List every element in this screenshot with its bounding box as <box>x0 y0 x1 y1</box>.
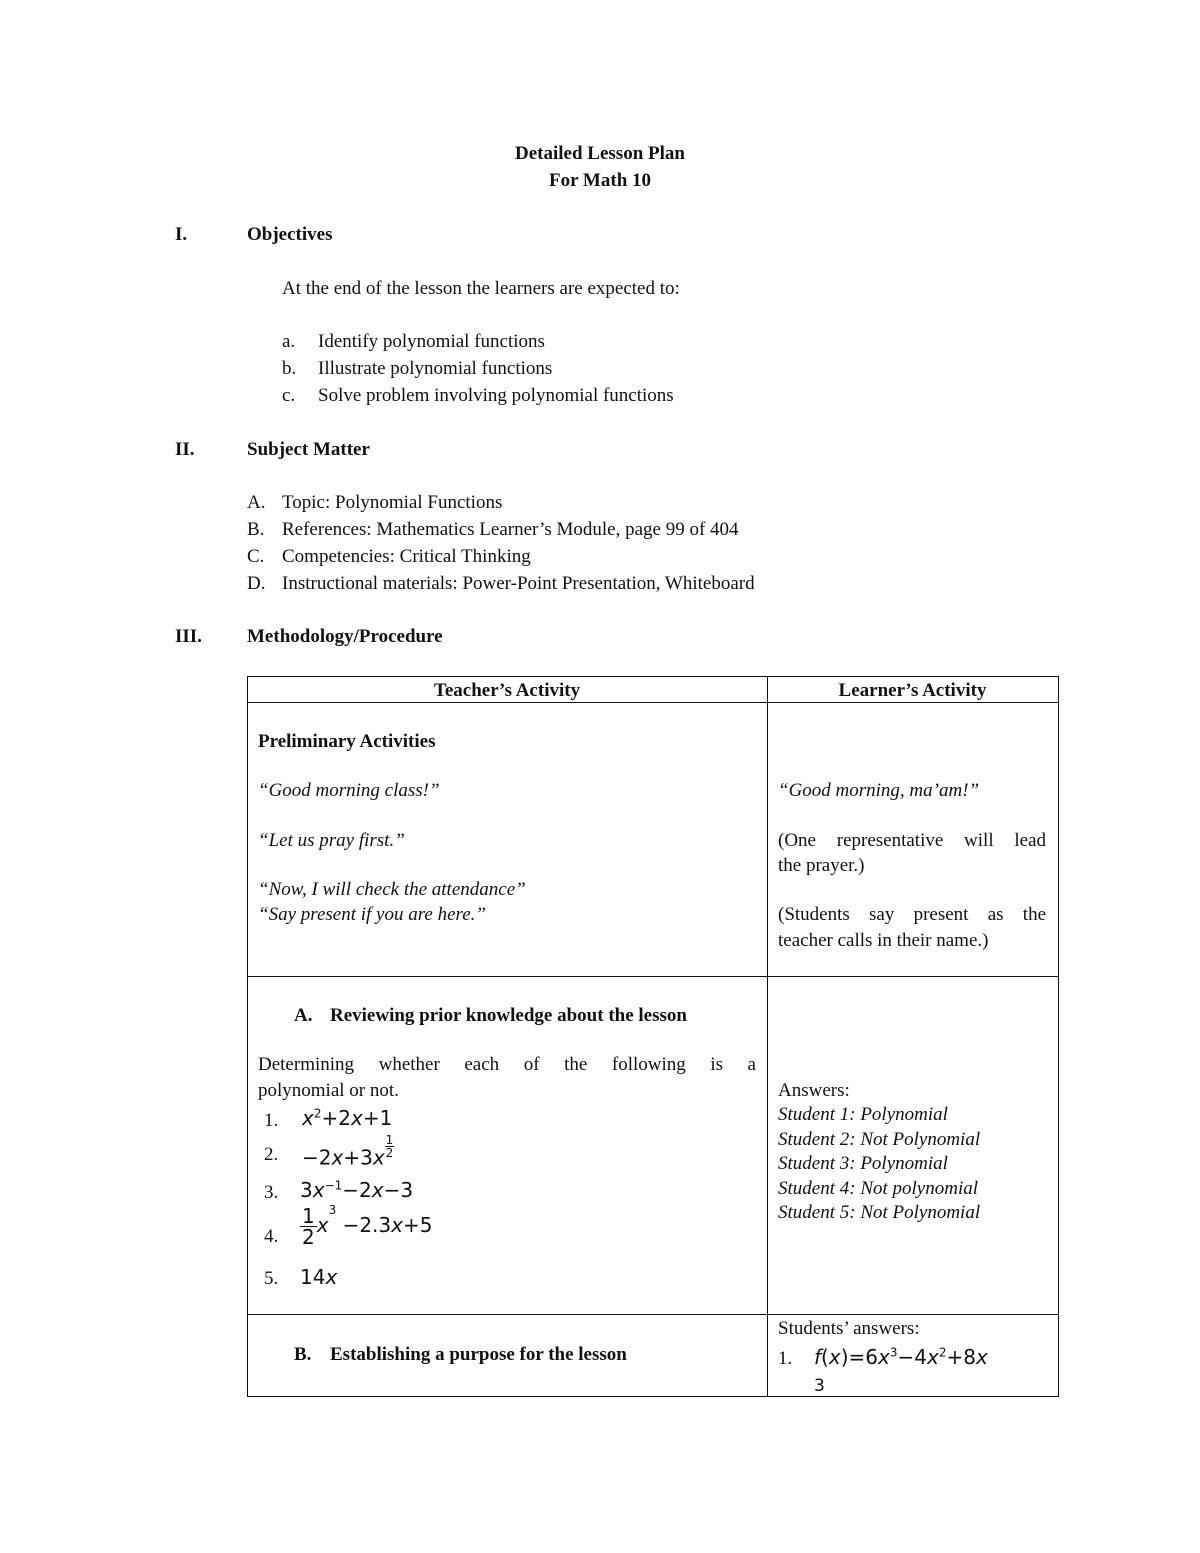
review-heading: Reviewing prior knowledge about the lesson <box>330 1005 687 1026</box>
teacher-line: “Now, I will check the attendance” <box>258 879 526 900</box>
teacher-line: “Say present if you are here.” <box>258 904 486 925</box>
expr-exp-denominator: 2 <box>385 1146 394 1160</box>
section-numeral-objectives: I. <box>175 224 188 245</box>
expr-term: x <box>312 1178 325 1202</box>
expr-term: x <box>975 1345 988 1369</box>
expr-term: 14 <box>300 1265 326 1289</box>
expression-2 <box>302 1134 394 1170</box>
table-border-left <box>247 676 248 1397</box>
expr-term: +2 <box>321 1106 351 1130</box>
expr-term: +8 <box>946 1345 976 1369</box>
review-item-marker: 3. <box>264 1182 279 1203</box>
expr-term: −2 <box>302 1145 332 1170</box>
table-header-teacher: Teacher’s Activity <box>433 680 581 701</box>
subject-item: Topic: Polynomial Functions <box>282 492 503 513</box>
review-item-marker: 2. <box>264 1144 279 1165</box>
section-heading-methodology: Methodology/Procedure <box>247 626 443 647</box>
purpose-overflow-digit: 3 <box>814 1376 825 1396</box>
student-answer: Student 2: Not Polynomial <box>778 1129 981 1150</box>
expr-numerator: 1 <box>302 1204 315 1228</box>
expr-exp-numerator: 1 <box>385 1133 394 1147</box>
learner-attendance-line: (Students say present as the <box>778 904 1046 925</box>
section-heading-subject-matter: Subject Matter <box>247 439 370 460</box>
teacher-line: “Good morning class!” <box>258 780 440 801</box>
objective-marker: a. <box>282 331 296 352</box>
answers-label: Answers: <box>778 1080 850 1101</box>
expr-term: f <box>814 1345 822 1369</box>
expr-term: x <box>828 1345 841 1369</box>
review-item-marker: 5. <box>264 1268 279 1289</box>
objective-item: Illustrate polynomial functions <box>318 358 553 379</box>
subject-item: Competencies: Critical Thinking <box>282 546 531 567</box>
expr-exponent: −1 <box>324 1178 343 1193</box>
expr-term: ) <box>840 1345 849 1369</box>
expr-exponent: 3 <box>889 1345 898 1360</box>
expr-fraction <box>300 1206 317 1247</box>
expr-term: =6 <box>848 1345 878 1369</box>
learner-greeting: “Good morning, ma’am!” <box>778 780 980 801</box>
expr-exponent: 2 <box>938 1345 947 1360</box>
subject-item: References: Mathematics Learner’s Module, page 99 of 404 <box>282 519 739 540</box>
expr-term: −2.3 <box>342 1213 392 1237</box>
teacher-line: “Let us pray first.” <box>258 830 405 851</box>
review-marker: A. <box>294 1005 313 1026</box>
table-row-divider <box>247 1314 1059 1315</box>
expr-exponent: 3 <box>328 1203 337 1218</box>
subject-marker: C. <box>247 546 265 567</box>
learner-attendance-line: teacher calls in their name.) <box>778 930 989 951</box>
objective-item: Identify polynomial functions <box>318 331 545 352</box>
expr-denominator: 2 <box>302 1225 315 1249</box>
document-title: Detailed Lesson Plan <box>515 143 685 164</box>
objective-item: Solve problem involving polynomial functions <box>318 385 674 406</box>
expr-term: x <box>926 1345 939 1369</box>
objective-marker: b. <box>282 358 297 379</box>
table-border-right <box>1058 676 1059 1397</box>
expr-exponent: 2 <box>313 1106 322 1121</box>
expr-term: x <box>316 1213 329 1237</box>
review-item-marker: 4. <box>264 1226 279 1247</box>
learner-prayer-line: the prayer.) <box>778 855 865 876</box>
section-heading-objectives: Objectives <box>247 224 333 245</box>
expr-term: x <box>325 1265 338 1289</box>
subject-item: Instructional materials: Power-Point Presentation, Whiteboard <box>282 573 755 594</box>
expr-term: x <box>391 1213 403 1237</box>
expression-5 <box>300 1265 337 1289</box>
student-answer: Student 1: Polynomial <box>778 1104 948 1125</box>
expr-term: x <box>372 1145 385 1170</box>
purpose-heading: Establishing a purpose for the lesson <box>330 1344 627 1365</box>
table-header-learner: Learner’s Activity <box>838 680 987 701</box>
purpose-marker: B. <box>294 1344 312 1365</box>
subject-marker: A. <box>247 492 266 513</box>
expr-term: +5 <box>403 1213 433 1237</box>
expr-term: −4 <box>897 1345 927 1369</box>
section-numeral-methodology: III. <box>175 626 202 647</box>
purpose-answers-label: Students’ answers: <box>778 1318 920 1339</box>
purpose-expression <box>814 1345 988 1369</box>
subject-marker: D. <box>247 573 266 594</box>
expr-term: x <box>302 1106 314 1130</box>
expression-1 <box>302 1106 392 1130</box>
review-instruction-line: Determining whether each of the following is a <box>258 1054 756 1075</box>
table-column-divider <box>767 676 768 1397</box>
expr-term: x <box>371 1178 384 1202</box>
table-border-bottom <box>247 1396 1059 1397</box>
purpose-item-marker: 1. <box>778 1348 793 1369</box>
student-answer: Student 3: Polynomial <box>778 1153 948 1174</box>
expr-term: x <box>331 1145 344 1170</box>
section-numeral-subject-matter: II. <box>175 439 195 460</box>
expr-term: x <box>878 1345 890 1369</box>
table-row-divider <box>247 976 1059 977</box>
student-answer: Student 5: Not Polynomial <box>778 1202 981 1223</box>
table-header-divider <box>247 702 1059 703</box>
expr-term: −3 <box>383 1178 414 1202</box>
table-border-top <box>247 676 1059 677</box>
student-answer: Student 4: Not polynomial <box>778 1178 979 1199</box>
expr-term: +1 <box>362 1106 393 1130</box>
expr-term: x <box>350 1106 363 1130</box>
review-item-marker: 1. <box>264 1110 279 1131</box>
document-subtitle: For Math 10 <box>548 170 652 191</box>
expr-term: +3 <box>343 1145 373 1170</box>
expr-fraction-exponent <box>385 1134 395 1159</box>
learner-prayer-line: (One representative will lead <box>778 830 1046 851</box>
expression-4 <box>300 1203 433 1249</box>
expr-term: ( <box>821 1345 829 1369</box>
subject-marker: B. <box>247 519 265 540</box>
objectives-intro: At the end of the lesson the learners are expected to: <box>282 278 680 299</box>
objective-marker: c. <box>282 385 296 406</box>
expression-3 <box>300 1178 413 1202</box>
expr-term: −2 <box>342 1178 372 1202</box>
expr-term: 3 <box>300 1178 313 1202</box>
preliminary-heading: Preliminary Activities <box>258 731 436 752</box>
review-instruction-line: polynomial or not. <box>258 1080 399 1101</box>
